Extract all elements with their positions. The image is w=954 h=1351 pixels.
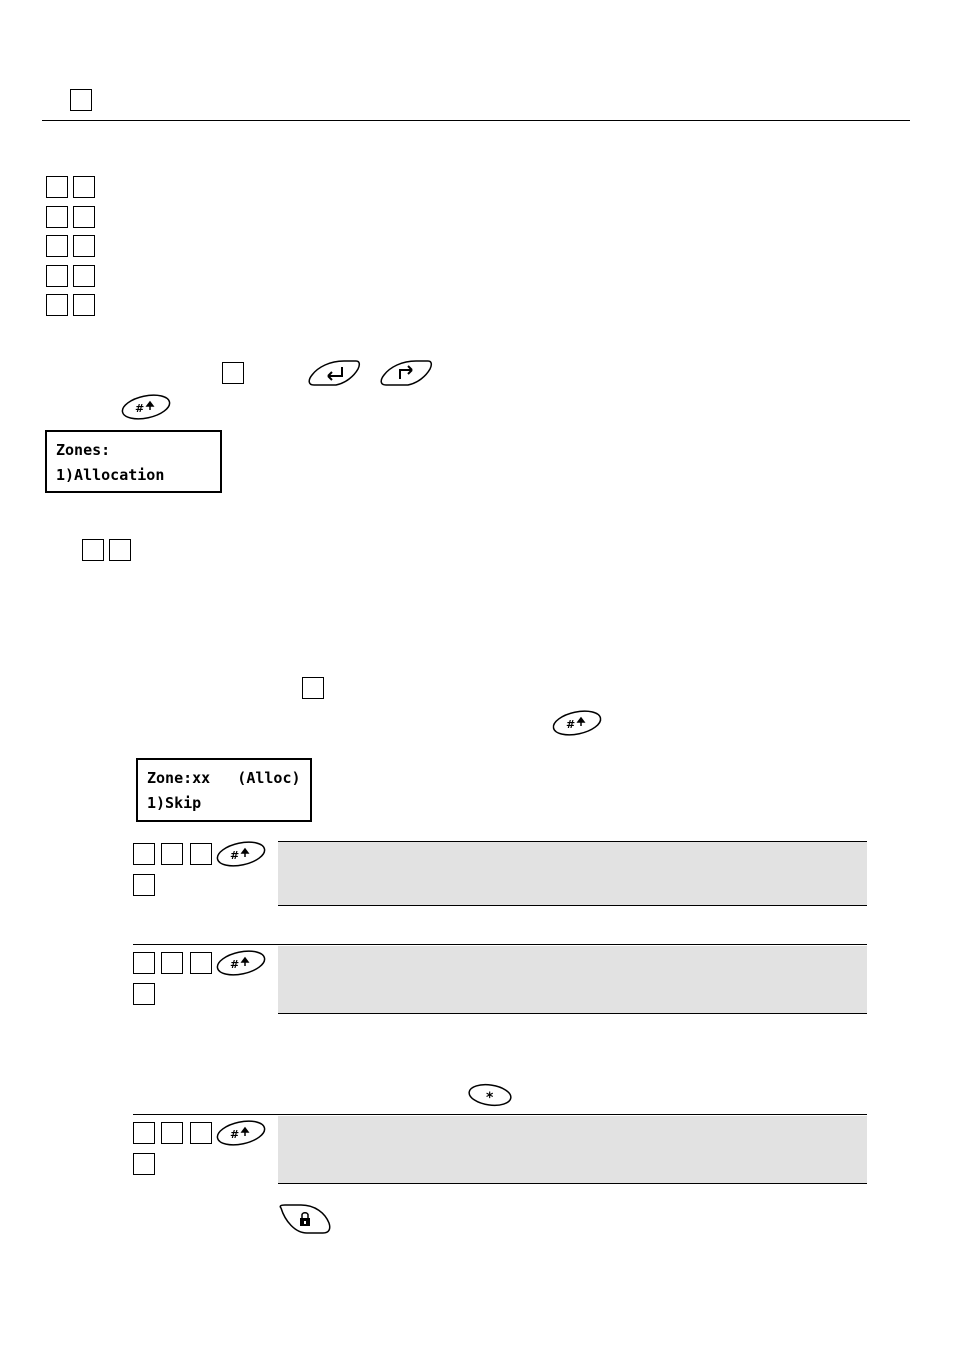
hash-up-key-icon <box>551 709 603 737</box>
header-rule <box>42 120 910 121</box>
svg-text:#: # <box>135 402 145 415</box>
key-box <box>133 843 155 865</box>
star-symbol: * <box>486 1090 494 1106</box>
key-box <box>133 874 155 896</box>
enter-key-icon <box>306 358 362 388</box>
key-box <box>161 952 183 974</box>
key-box <box>46 265 68 287</box>
key-box <box>46 294 68 316</box>
svg-text:#: # <box>230 849 240 862</box>
lcd-line: 1)Allocation <box>56 466 165 484</box>
key-box <box>133 983 155 1005</box>
lcd-line: 1)Skip <box>147 794 202 812</box>
lcd-line: Zone:xx (Alloc) <box>147 769 301 787</box>
key-box <box>46 235 68 257</box>
shaded-row <box>278 946 867 1014</box>
lcd-display-zone-alloc <box>136 758 312 822</box>
lock-key-icon <box>277 1203 333 1235</box>
top-rule <box>133 944 867 945</box>
key-box <box>73 235 95 257</box>
lcd-display-zones <box>45 430 222 493</box>
svg-text:#: # <box>230 1128 240 1141</box>
key-box <box>46 176 68 198</box>
key-box <box>73 265 95 287</box>
star-key-icon <box>467 1082 513 1108</box>
hash-up-key-icon <box>215 949 267 977</box>
section-number-box <box>70 89 92 111</box>
key-box <box>73 176 95 198</box>
key-box <box>190 1122 212 1144</box>
key-box <box>161 1122 183 1144</box>
hash-up-key-icon <box>120 393 172 421</box>
key-box <box>73 294 95 316</box>
shaded-row <box>278 841 867 906</box>
key-box <box>133 1153 155 1175</box>
key-box <box>161 843 183 865</box>
top-rule <box>133 1114 867 1115</box>
key-box <box>190 952 212 974</box>
key-box <box>222 362 244 384</box>
hash-up-key-icon <box>215 1119 267 1147</box>
key-box <box>133 952 155 974</box>
lcd-line: Zones: <box>56 441 111 459</box>
key-box <box>82 539 104 561</box>
key-box <box>109 539 131 561</box>
hash-up-key-icon <box>215 840 267 868</box>
key-box <box>133 1122 155 1144</box>
key-box <box>46 206 68 228</box>
back-key-icon <box>378 358 434 388</box>
shaded-row <box>278 1116 867 1184</box>
key-box <box>190 843 212 865</box>
key-box <box>302 677 324 699</box>
svg-text:#: # <box>230 958 240 971</box>
svg-text:#: # <box>566 718 576 731</box>
key-box <box>73 206 95 228</box>
